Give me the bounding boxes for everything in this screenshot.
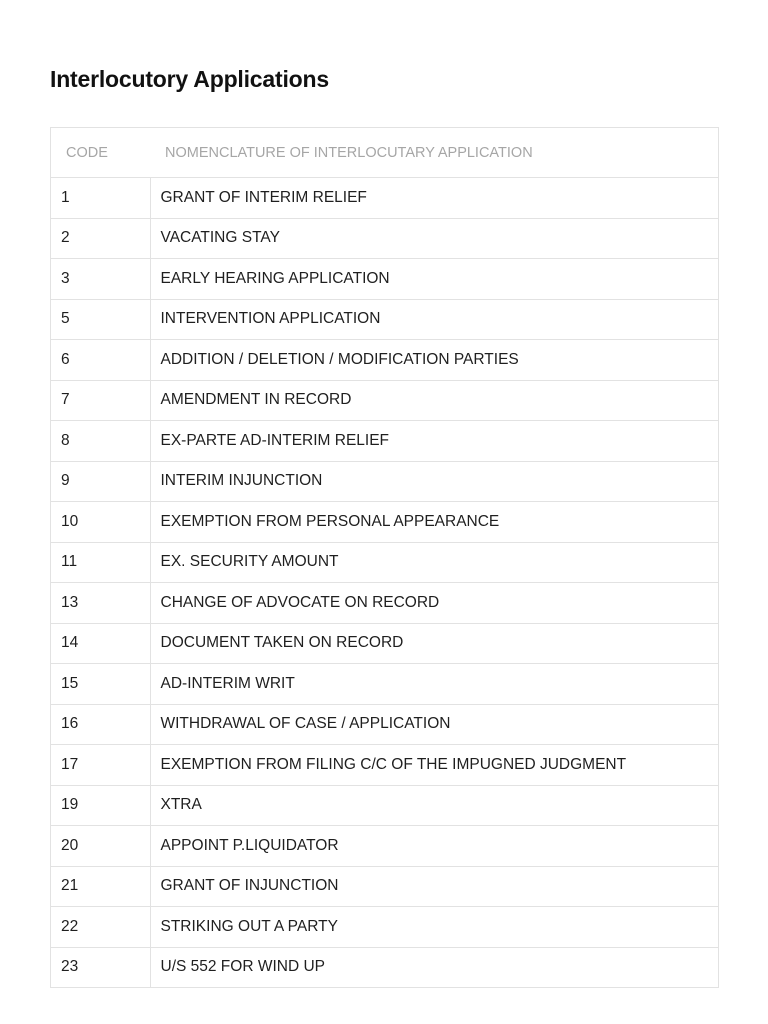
applications-table-container	[50, 127, 719, 988]
code-cell: 15	[51, 664, 150, 705]
code-cell: 2	[51, 218, 150, 259]
table-row	[51, 380, 718, 421]
applications-table	[51, 128, 718, 988]
code-cell: 19	[51, 785, 150, 826]
nomenclature-cell: APPOINT P.LIQUIDATOR	[150, 826, 718, 867]
code-cell: 23	[51, 947, 150, 988]
nomenclature-cell: EX. SECURITY AMOUNT	[150, 542, 718, 583]
code-cell: 8	[51, 421, 150, 462]
nomenclature-cell: EXEMPTION FROM FILING C/C OF THE IMPUGNED JUDGMENT	[150, 745, 718, 786]
nomenclature-cell: U/S 552 FOR WIND UP	[150, 947, 718, 988]
nomenclature-cell: DOCUMENT TAKEN ON RECORD	[150, 623, 718, 664]
table-row	[51, 259, 718, 300]
code-cell: 20	[51, 826, 150, 867]
code-cell: 22	[51, 907, 150, 948]
table-row	[51, 947, 718, 988]
table-header	[51, 128, 718, 178]
nomenclature-cell: AD-INTERIM WRIT	[150, 664, 718, 705]
table-row	[51, 704, 718, 745]
code-cell: 21	[51, 866, 150, 907]
table-header-row	[51, 128, 718, 178]
table-row	[51, 785, 718, 826]
nomenclature-cell: INTERVENTION APPLICATION	[150, 299, 718, 340]
nomenclature-cell: CHANGE OF ADVOCATE ON RECORD	[150, 583, 718, 624]
table-row	[51, 664, 718, 705]
table-row	[51, 461, 718, 502]
code-cell: 17	[51, 745, 150, 786]
table-row	[51, 178, 718, 219]
code-cell: 14	[51, 623, 150, 664]
nomenclature-cell: WITHDRAWAL OF CASE / APPLICATION	[150, 704, 718, 745]
table-body	[51, 178, 718, 988]
table-row	[51, 907, 718, 948]
nomenclature-cell: VACATING STAY	[150, 218, 718, 259]
page-title: Interlocutory Applications	[50, 66, 329, 92]
code-cell: 1	[51, 178, 150, 219]
code-cell: 3	[51, 259, 150, 300]
nomenclature-cell: STRIKING OUT A PARTY	[150, 907, 718, 948]
nomenclature-cell: XTRA	[150, 785, 718, 826]
nomenclature-cell: ADDITION / DELETION / MODIFICATION PARTIES	[150, 340, 718, 381]
nomenclature-cell: INTERIM INJUNCTION	[150, 461, 718, 502]
code-column-header: CODE	[51, 128, 150, 178]
code-cell: 6	[51, 340, 150, 381]
code-cell: 11	[51, 542, 150, 583]
nomenclature-column-header: NOMENCLATURE OF INTERLOCUTARY APPLICATION	[150, 128, 718, 178]
nomenclature-cell: AMENDMENT IN RECORD	[150, 380, 718, 421]
table-row	[51, 421, 718, 462]
table-row	[51, 623, 718, 664]
table-row	[51, 340, 718, 381]
nomenclature-cell: EXEMPTION FROM PERSONAL APPEARANCE	[150, 502, 718, 543]
table-row	[51, 218, 718, 259]
code-cell: 10	[51, 502, 150, 543]
code-cell: 16	[51, 704, 150, 745]
table-row	[51, 866, 718, 907]
table-row	[51, 299, 718, 340]
table-row	[51, 826, 718, 867]
code-cell: 5	[51, 299, 150, 340]
table-row	[51, 542, 718, 583]
nomenclature-cell: EARLY HEARING APPLICATION	[150, 259, 718, 300]
table-row	[51, 745, 718, 786]
code-cell: 9	[51, 461, 150, 502]
code-cell: 7	[51, 380, 150, 421]
nomenclature-cell: GRANT OF INJUNCTION	[150, 866, 718, 907]
table-row	[51, 583, 718, 624]
code-cell: 13	[51, 583, 150, 624]
nomenclature-cell: EX-PARTE AD-INTERIM RELIEF	[150, 421, 718, 462]
table-row	[51, 502, 718, 543]
nomenclature-cell: GRANT OF INTERIM RELIEF	[150, 178, 718, 219]
